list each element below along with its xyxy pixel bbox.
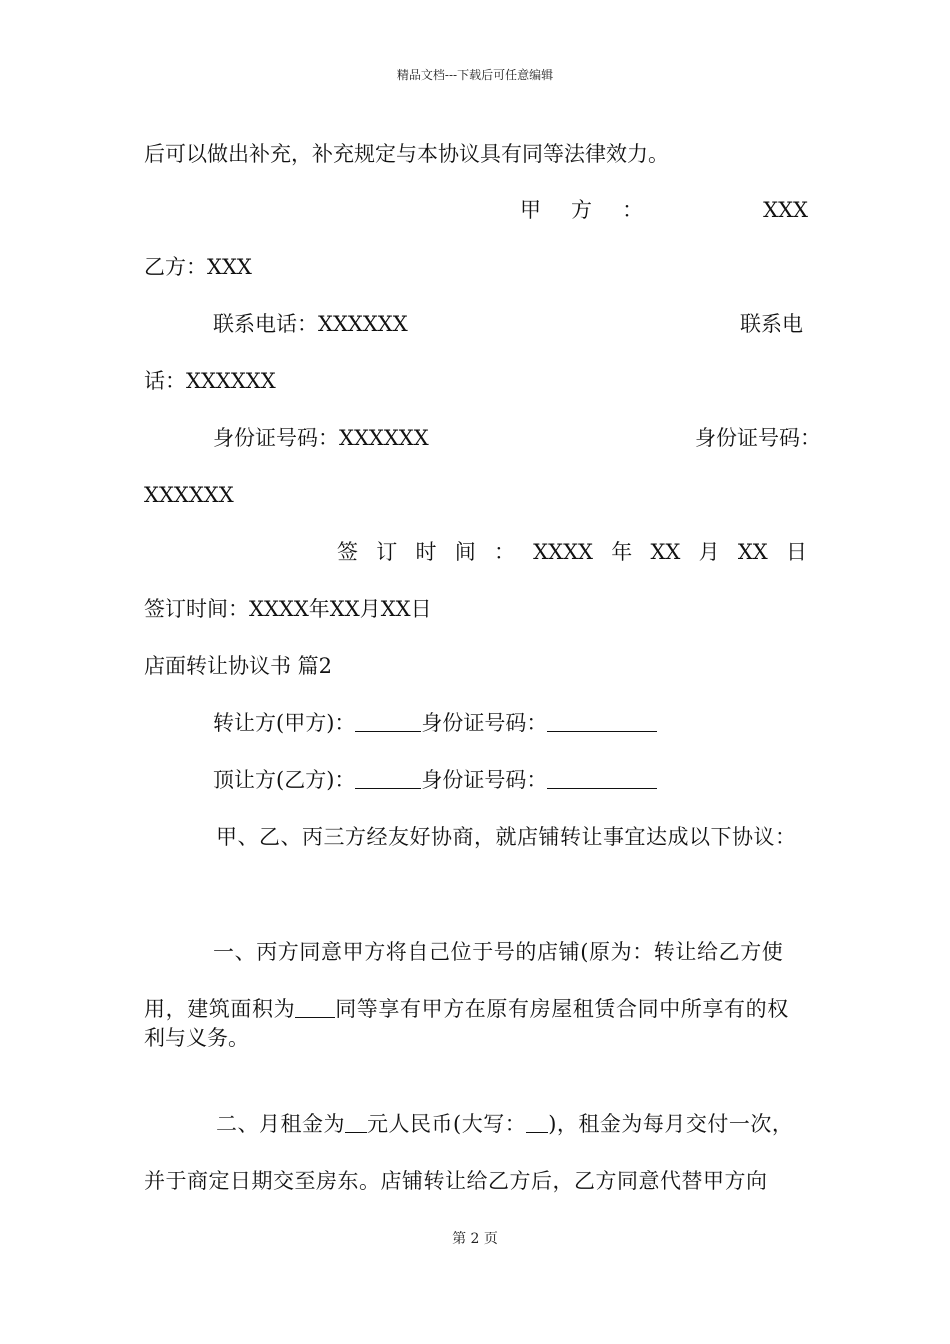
section-title: 店面转让协议书 篇2 [144, 654, 333, 678]
signing-time-part: XX [650, 540, 681, 564]
signing-time-part: 间 [454, 540, 476, 564]
signing-time-part: XXXX [533, 540, 593, 564]
party-a-char-2: 方 [571, 198, 593, 222]
clause-1-line-3: 利与义务。 [144, 1026, 249, 1050]
signing-time-part: 日 [785, 540, 807, 564]
signing-time-line: 签订时间：XXXX年XX月XX日 [144, 597, 432, 621]
page-header: 精品文档---下载后可任意编辑 [396, 68, 554, 82]
clause-1-rest: 同等享有甲方在原有房屋租赁合同中所享有的权 [335, 997, 789, 1021]
rent-currency: 元人民币(大写： [367, 1112, 527, 1136]
transferee-name-blank [355, 768, 421, 789]
party-a-value: XXX [763, 198, 808, 222]
rent-rest: )，租金为每月交付一次， [548, 1112, 794, 1136]
party-b-line: 乙方：XXX [144, 255, 252, 279]
transferee-id-blank [547, 768, 657, 789]
transferor-id-blank [547, 711, 657, 732]
party-a-row [520, 196, 808, 224]
rent-label: 二、月租金为 [216, 1112, 345, 1136]
clause-1-line-1: 一、丙方同意甲方将自己位于号的店铺(原为：转让给乙方使 [213, 940, 784, 964]
transferor-id-label: 身份证号码： [421, 711, 548, 735]
id-right: 身份证号码： [695, 426, 821, 450]
signing-time-part: XX [737, 540, 768, 564]
signing-time-part: 年 [611, 540, 633, 564]
transferee-line [213, 766, 657, 794]
signing-time-part: 月 [698, 540, 720, 564]
transferor-label: 转让方(甲方)： [213, 711, 356, 735]
id-continued: XXXXXX [144, 483, 234, 507]
signing-time-part: 订 [376, 540, 398, 564]
id-left: 身份证号码：XXXXXX [213, 426, 429, 450]
phone-left: 联系电话：XXXXXX [213, 312, 408, 336]
signing-time-part: ： [493, 540, 515, 564]
area-blank [295, 997, 335, 1018]
rent-words-blank [526, 1112, 548, 1133]
paragraph-line: 后可以做出补充，补充规定与本协议具有同等法律效力。 [144, 142, 669, 166]
party-a-char-1: 甲 [520, 198, 541, 222]
page-footer: 第 2 页 [452, 1231, 498, 1247]
rent-amount-blank [345, 1112, 367, 1133]
party-a-colon: ： [622, 198, 644, 222]
area-label: 用，建筑面积为 [144, 997, 296, 1021]
transferee-id-label: 身份证号码： [421, 768, 548, 792]
transferor-name-blank [355, 711, 421, 732]
phone-right: 联系电 [740, 312, 803, 336]
clause-2-line-1 [216, 1110, 793, 1138]
clause-2-line-2: 并于商定日期交至房东。店铺转让给乙方后，乙方同意代替甲方向 [144, 1169, 768, 1193]
transferor-line [213, 709, 657, 737]
signing-time-part: 时 [415, 540, 437, 564]
transferee-label: 顶让方(乙方)： [213, 768, 356, 792]
signing-time-row [337, 538, 807, 566]
signing-time-part: 签 [337, 540, 358, 564]
clause-1-line-2 [144, 995, 789, 1023]
agreement-intro: 甲、乙、丙三方经友好协商，就店铺转让事宜达成以下协议： [216, 825, 797, 849]
phone-continued: 话：XXXXXX [144, 369, 276, 393]
